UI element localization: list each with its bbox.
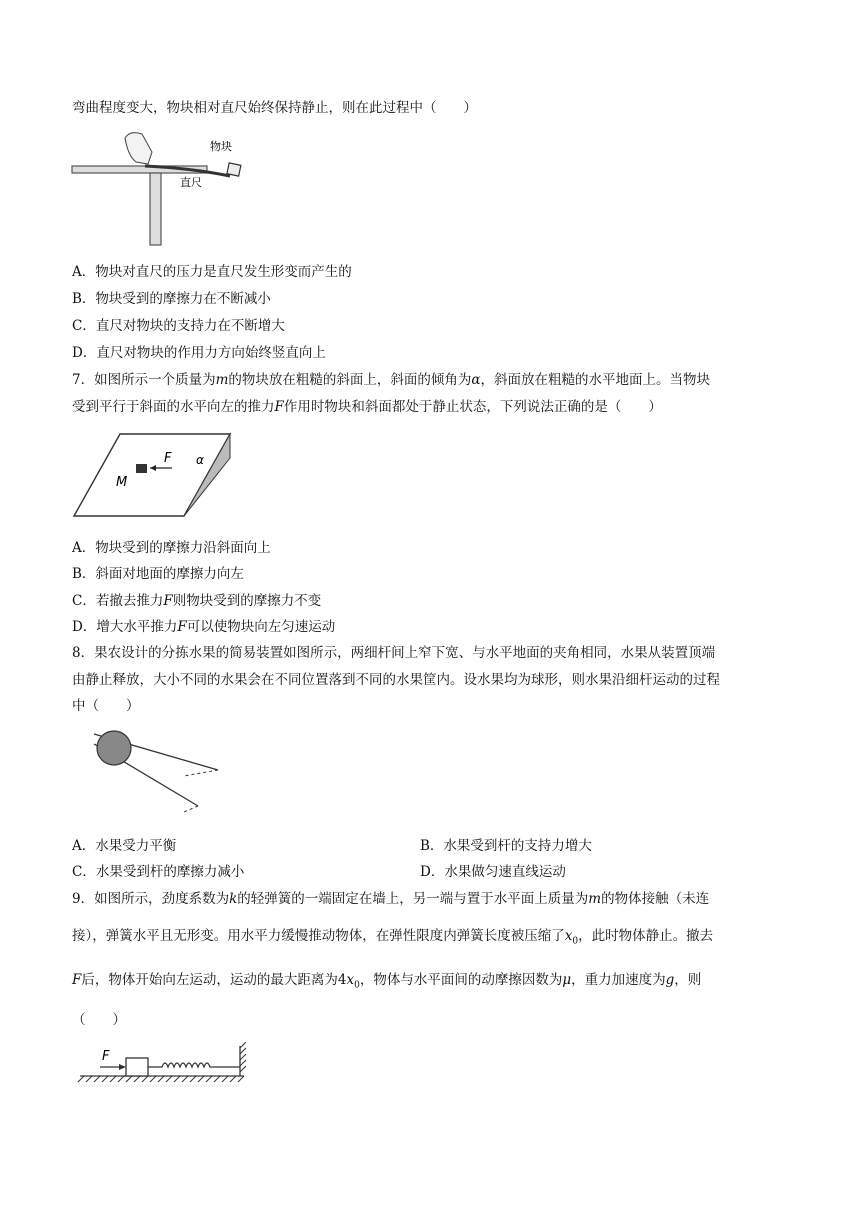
q8-option-d: D．水果做匀速直线运动 xyxy=(420,864,566,880)
q7-stem-line1: 7．如图所示一个质量为m的物块放在粗糙的斜面上，斜面的倾角为α，斜面放在粗糙的水平地面上。当物块 xyxy=(72,372,711,388)
label-alpha: α xyxy=(196,453,204,467)
q8-stem-line2: 由静止释放，大小不同的水果会在不同位置落到不同的水果筐内。设水果均为球形，则水果沿细杆运动的过程 xyxy=(72,672,720,688)
label-f: F xyxy=(102,1049,110,1064)
q8-stem-line3: 中（ ） xyxy=(72,698,140,714)
q7-option-d: D．增大水平推力F可以使物块向左匀速运动 xyxy=(72,619,336,635)
q9-figure-spring xyxy=(76,1042,256,1112)
q6-option-b: B．物块受到的摩擦力在不断减小 xyxy=(72,291,271,307)
q7-option-c: C．若撤去推力F则物块受到的摩擦力不变 xyxy=(72,593,322,609)
q6-option-d: D．直尺对物块的作用力方向始终竖直向上 xyxy=(72,345,326,361)
q6-option-a: A．物块对直尺的压力是直尺发生形变而产生的 xyxy=(72,264,352,280)
q6-stem: 弯曲程度变大，物块相对直尺始终保持静止，则在此过程中（ ） xyxy=(72,100,477,116)
q9-stem-line2: 接），弹簧水平且无形变。用水平力缓慢推动物体，在弹性限度内弹簧长度被压缩了$x_0$，此时物体静止。撤去 xyxy=(72,928,714,947)
label-m: M xyxy=(116,475,128,490)
q6-figure-ruler xyxy=(70,128,260,248)
q8-stem-line1: 8．果农设计的分拣水果的简易装置如图所示，两细杆间上窄下宽、与水平地面的夹角相同，水果从装置顶端 xyxy=(72,645,716,661)
q9-stem-line3: F后，物体开始向左运动，运动的最大距离为$4x_0$，物体与水平面间的动摩擦因数为μ，重力加速度为g，则 xyxy=(72,972,702,991)
q8-option-c: C．水果受到杆的摩擦力减小 xyxy=(72,864,245,880)
q6-option-c: C．直尺对物块的支持力在不断增大 xyxy=(72,318,285,334)
q7-stem-line2: 受到平行于斜面的水平向左的推力F作用时物块和斜面都处于静止状态，下列说法正确的是（ ） xyxy=(72,399,662,415)
q7-option-b: B．斜面对地面的摩擦力向左 xyxy=(72,566,244,582)
label-f: F xyxy=(164,451,172,466)
q8-option-b: B．水果受到杆的支持力增大 xyxy=(420,838,592,854)
label-wukuai: 物块 xyxy=(210,140,232,153)
q7-option-a: A．物块受到的摩擦力沿斜面向上 xyxy=(72,540,271,556)
q8-figure-fruit-sorter xyxy=(88,726,228,822)
label-zhichi: 直尺 xyxy=(180,176,202,189)
q7-figure-incline xyxy=(72,428,242,524)
q9-stem-line1: 9．如图所示，劲度系数为k的轻弹簧的一端固定在墙上，另一端与置于水平面上质量为m的物体接触（未连 xyxy=(72,891,710,907)
q9-stem-line4: （ ） xyxy=(72,1012,126,1028)
q8-option-a: A．水果受力平衡 xyxy=(72,838,177,854)
